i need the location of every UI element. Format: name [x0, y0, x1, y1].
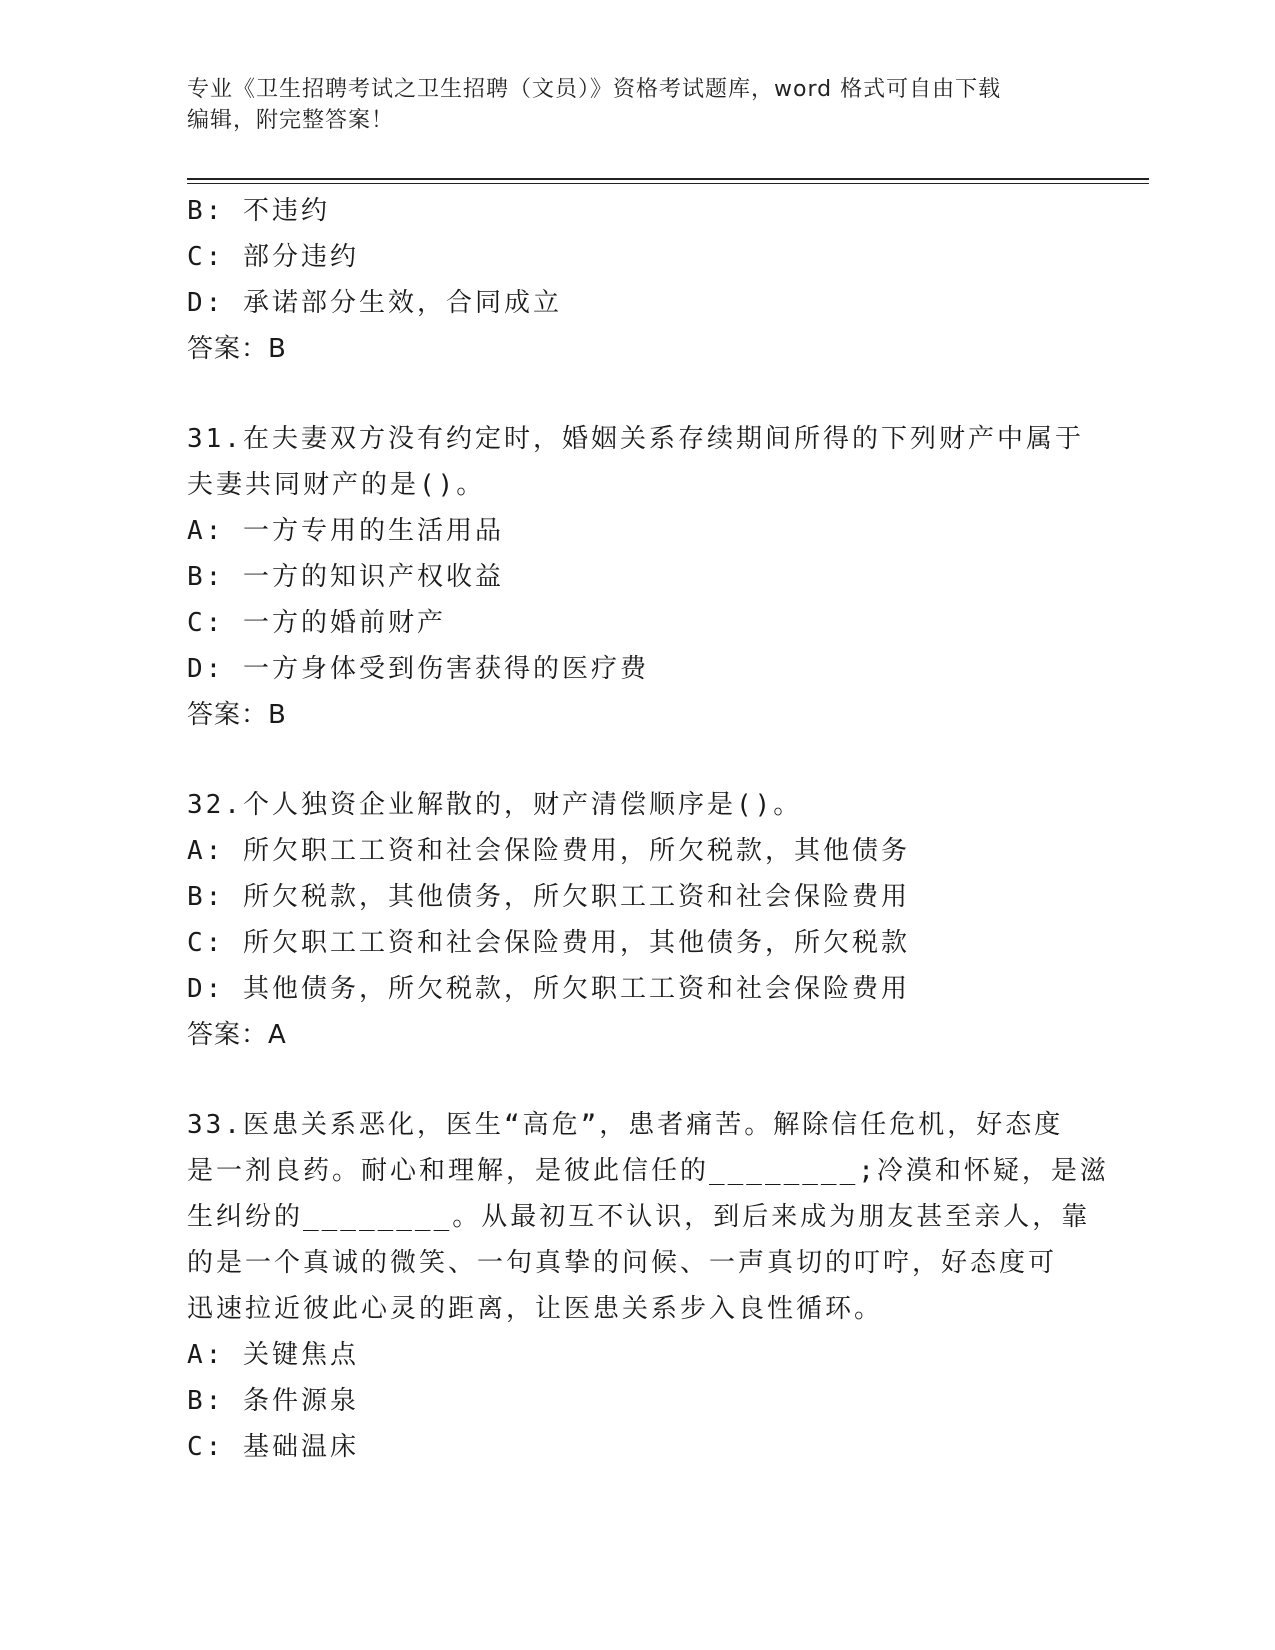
question-block-33 [187, 1102, 1109, 1470]
question-content [187, 188, 1109, 1470]
option-d: D: 其他债务，所欠税款，所欠职工工资和社会保险费用 [187, 974, 910, 1004]
question-block-30-continued [187, 188, 1087, 372]
question-stem-line: 33.医患关系恶化，医生“高危”，患者痛苦。解除信任危机，好态度 [187, 1110, 1064, 1140]
option-c: C: 部分违约 [187, 242, 359, 272]
spacer [187, 1058, 1087, 1102]
document-header [187, 74, 1067, 136]
option-b: B: 一方的知识产权收益 [187, 562, 504, 592]
answer-text: 答案：A [187, 1020, 287, 1050]
option-b: B: 所欠税款，其他债务，所欠职工工资和社会保险费用 [187, 882, 910, 912]
answer-text: 答案：B [187, 700, 287, 730]
option-b: B: 条件源泉 [187, 1386, 359, 1416]
option-c: C: 一方的婚前财产 [187, 608, 446, 638]
question-stem-line: 31.在夫妻双方没有约定时，婚姻关系存续期间所得的下列财产中属于 [187, 424, 1084, 454]
question-stem-line: 的是一个真诚的微笑、一句真挚的问候、一声真切的叮咛，好态度可 [187, 1248, 1058, 1278]
answer-text: 答案：B [187, 334, 287, 364]
option-d: D: 一方身体受到伤害获得的医疗费 [187, 654, 649, 684]
question-stem-line: 是一剂良药。耐心和理解，是彼此信任的________;冷漠和怀疑，是滋 [187, 1156, 1109, 1186]
option-c: C: 基础温床 [187, 1432, 359, 1462]
header-line-1: 专业《卫生招聘考试之卫生招聘（文员）》资格考试题库，word 格式可自由下载 [187, 77, 1002, 102]
option-b: B: 不违约 [187, 196, 330, 226]
header-divider-thick [187, 178, 1149, 180]
option-a: A: 关键焦点 [187, 1340, 359, 1370]
spacer [187, 372, 1087, 416]
spacer [187, 738, 1087, 782]
option-d: D: 承诺部分生效，合同成立 [187, 288, 562, 318]
question-stem-line: 32.个人独资企业解散的，财产清偿顺序是()。 [187, 790, 803, 820]
question-stem-line: 夫妻共同财产的是()。 [187, 470, 486, 500]
header-divider-thin [187, 183, 1149, 184]
question-stem-line: 生纠纷的________。从最初互不认识，到后来成为朋友甚至亲人，靠 [187, 1202, 1091, 1232]
header-line-2: 编辑，附完整答案！ [187, 108, 395, 133]
option-a: A: 一方专用的生活用品 [187, 516, 504, 546]
question-block-32 [187, 782, 1087, 1058]
option-c: C: 所欠职工工资和社会保险费用，其他债务，所欠税款 [187, 928, 910, 958]
question-block-31 [187, 416, 1087, 738]
option-a: A: 所欠职工工资和社会保险费用，所欠税款，其他债务 [187, 836, 910, 866]
question-stem-line: 迅速拉近彼此心灵的距离，让医患关系步入良性循环。 [187, 1294, 884, 1324]
